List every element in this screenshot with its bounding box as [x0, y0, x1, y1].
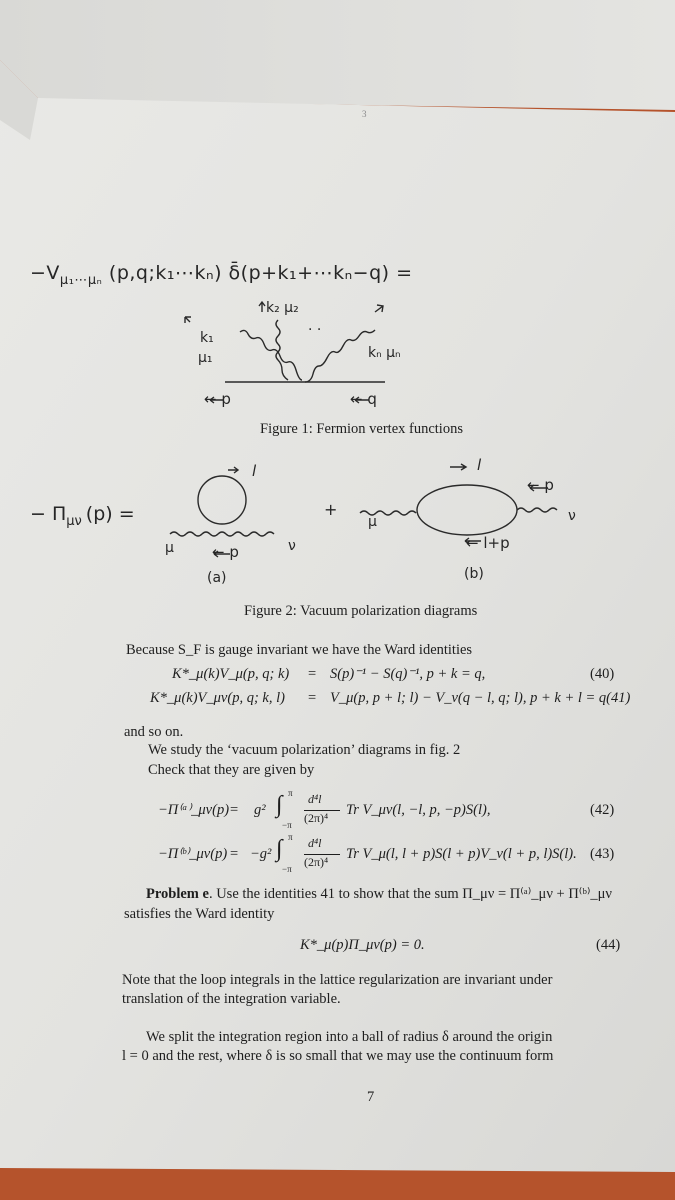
arrow-l-a	[228, 467, 238, 473]
fig2a-label: (a)	[207, 570, 227, 586]
eq43-num: (43)	[590, 846, 615, 862]
vertex-lhs-sub: μ₁⋯μₙ	[59, 272, 103, 288]
problem-line	[146, 885, 612, 903]
eq40-rhs: S(p)⁻¹ − S(q)⁻¹, p + k = q,	[330, 666, 486, 682]
fig2b-lp: ← l+p	[466, 534, 510, 552]
fig1-label-q: ← q	[350, 390, 377, 408]
eq42-int-lower: −π	[282, 820, 292, 830]
eq43-int-lower: −π	[282, 864, 292, 874]
fig2-lhs-sub: μν	[66, 513, 82, 529]
fig2b-l: l	[477, 456, 482, 474]
eq43-row	[150, 832, 620, 878]
page-number: 7	[367, 1089, 375, 1105]
fig2a-p: ← p	[212, 543, 239, 561]
study-line: We study the ‘vacuum polarization’ diagrams in fig. 2	[148, 742, 461, 758]
figure1-caption: Figure 1: Fermion vertex functions	[260, 421, 463, 437]
eq40-num: (40)	[590, 666, 615, 682]
problem-text: . Use the identities 41 to show that the sum Π_μν = Π⁽ᵃ⁾_μν + Π⁽ᵇ⁾_μν	[208, 886, 612, 902]
figure2-caption: Figure 2: Vacuum polarization diagrams	[244, 603, 478, 619]
eq44-num: (44)	[596, 937, 621, 953]
eq43-rhs-pre: −g²	[250, 846, 272, 862]
fermion-loop-b	[417, 485, 517, 535]
split-line1: We split the integration region into a ball of radius δ around the origin	[146, 1029, 553, 1045]
fig1-label-dots: · ·	[308, 322, 322, 338]
eq43-rhs-post: Tr V_μ(l, l + p)S(l + p)V_ν(l + p, l)S(l).	[346, 846, 577, 862]
fig2-lhs-pi: − Π	[30, 503, 67, 525]
check-line: Check that they are given by	[148, 762, 315, 778]
arrow-l-b	[450, 464, 466, 470]
eq43-eq: =	[230, 846, 239, 862]
fig2b-nu: ν	[568, 508, 576, 524]
photon-right-b	[517, 508, 557, 512]
vertex-lhs-v: −V	[30, 262, 60, 284]
eq40-eq: =	[308, 666, 317, 682]
fig1-label-p: ← p	[204, 390, 231, 408]
arrow-kn	[375, 305, 383, 312]
fig1-label-knmun: kₙ μₙ	[368, 345, 401, 361]
fig2a-mu: μ	[165, 540, 174, 556]
fermion-loop-a	[198, 476, 246, 524]
eq42-frac-num: d⁴l	[308, 792, 322, 806]
photon-line-a	[170, 532, 274, 536]
fig2b-label: (b)	[464, 566, 484, 582]
eq43-frac-den: (2π)⁴	[304, 855, 329, 869]
fig1-label-mu1: μ₁	[198, 350, 213, 366]
fig1-label-k2mu2: k₂ μ₂	[266, 300, 299, 316]
eq41-eq: =	[308, 690, 317, 706]
note-line2: translation of the integration variable.	[122, 991, 341, 1007]
fig2a-l: l	[252, 462, 257, 480]
eq43-int-upper: π	[288, 832, 293, 842]
note-line1: Note that the loop integrals in the lattice regularization are invariant under	[122, 972, 553, 988]
vertex-equation	[30, 262, 413, 288]
photon-k2	[276, 320, 288, 380]
fig2-plus: +	[324, 500, 338, 519]
fig2b-mu: μ	[368, 514, 377, 530]
eq43-lhs: −Π⁽ᵇ⁾_μν(p)	[158, 846, 228, 862]
eq42-frac-den: (2π)⁴	[304, 811, 329, 825]
problem-label: Problem e	[146, 886, 209, 902]
eq42-integral: ∫	[276, 792, 283, 818]
arrow-k1	[185, 317, 191, 323]
fig2a-nu: ν	[288, 538, 296, 554]
eq42-num: (42)	[590, 802, 615, 818]
fig2-lhs-rest: (p) =	[85, 503, 135, 525]
photon-k1	[240, 330, 302, 380]
ward-intro: Because S_F is gauge invariant we have the Ward identities	[126, 642, 473, 658]
eq40-lhs: K*_μ(k)V_μ(p, q; k)	[172, 666, 290, 682]
eq41-rhs: V_μ(p, p + l; l) − V_ν(q − l, q; l), p + k + l = q(41)	[330, 690, 631, 706]
eq42-lhs: −Π⁽ᵃ⁾_μν(p)	[158, 802, 230, 818]
eq42-rhs-pre: g²	[254, 802, 266, 818]
split-line2: l = 0 and the rest, where δ is so small that we may use the continuum form	[122, 1048, 554, 1064]
eq44-expr: K*_μ(p)Π_μν(p) = 0.	[300, 937, 425, 953]
eq42-int-upper: π	[288, 788, 293, 798]
and-so-on: and so on.	[124, 724, 184, 740]
eq42-eq: =	[230, 802, 239, 818]
figure2-lhs	[30, 503, 135, 529]
fig2b-p: ← p	[527, 476, 554, 494]
fig1-label-k1: k₁	[200, 330, 214, 346]
eq43-frac-num: d⁴l	[308, 836, 322, 850]
vertex-lhs-args: (p,q;k₁⋯kₙ) δ̄(p+k₁+⋯kₙ−q) =	[108, 262, 413, 284]
eq43-integral: ∫	[276, 836, 283, 862]
back-page	[0, 0, 675, 110]
eq42-rhs-post: Tr V_μν(l, −l, p, −p)S(l),	[346, 802, 491, 818]
eq41-lhs: K*_μ(k)V_μν(p, q; k, l)	[150, 690, 285, 706]
eq42-row	[150, 788, 620, 834]
top-mark: 3	[362, 109, 367, 119]
problem-line2: satisfies the Ward identity	[124, 906, 275, 922]
arrow-k2	[259, 302, 265, 312]
